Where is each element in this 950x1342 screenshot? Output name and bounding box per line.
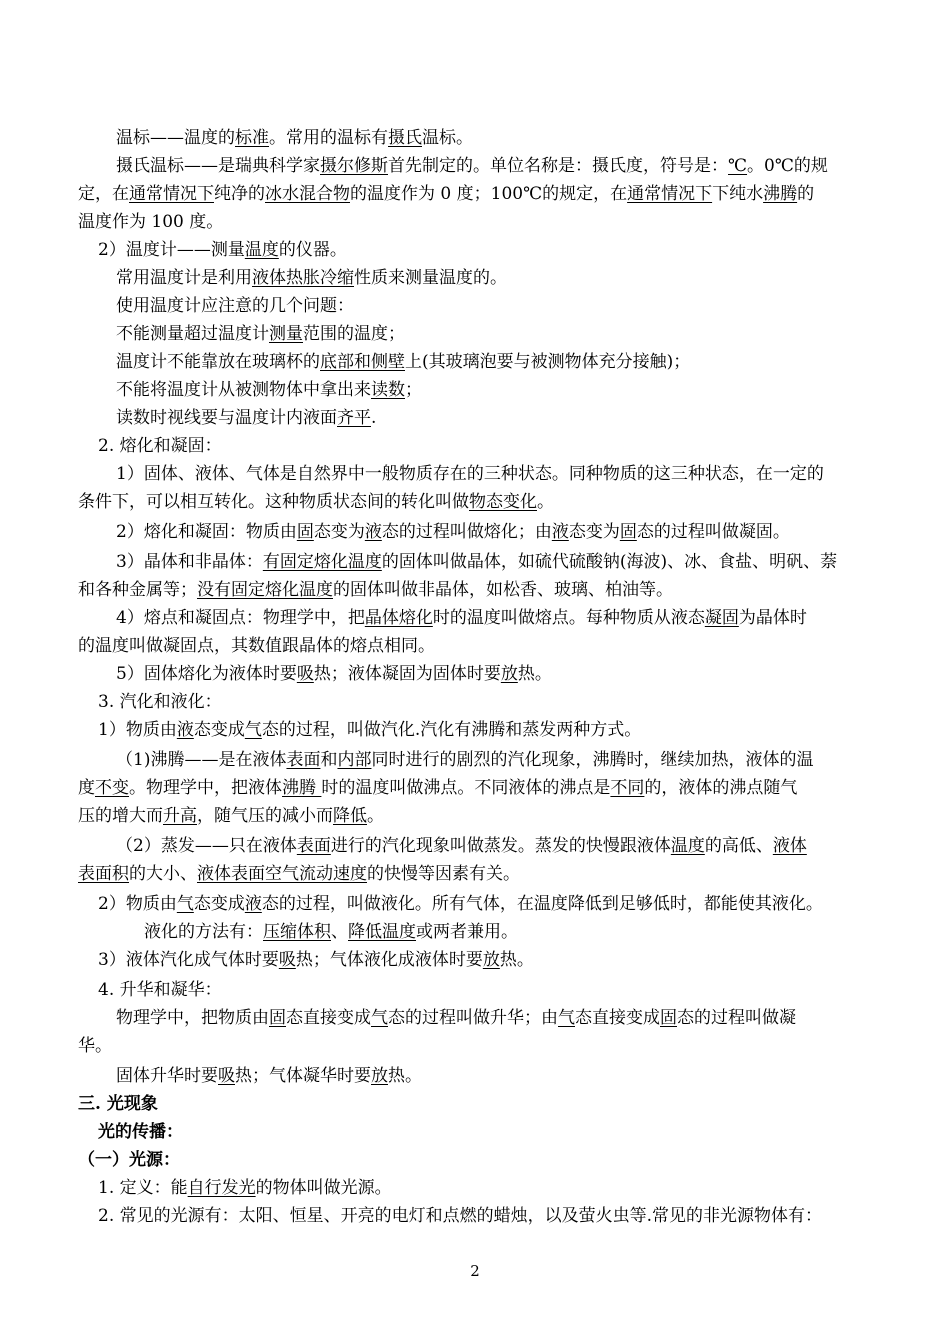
text-span: 态变为 — [568, 522, 620, 542]
text-span: 热；气体液化成液体时要 — [295, 950, 483, 970]
underlined-term: 通常情况下 — [627, 184, 713, 204]
text-line — [78, 212, 223, 232]
text-line — [116, 408, 376, 428]
underlined-term: 放 — [500, 664, 518, 684]
text-span: 热；气体凝华时要 — [235, 1066, 371, 1086]
text-span: 的固体叫做非晶体，如松香、玻璃、柏油等。 — [333, 580, 673, 600]
text-span: 热。 — [499, 950, 534, 970]
text-span: 和各种金属等； — [78, 580, 197, 600]
underlined-term: 温度 — [670, 836, 705, 856]
text-line — [98, 1178, 392, 1198]
text-line — [98, 436, 222, 456]
underlined-term: 底部和侧壁 — [320, 352, 405, 372]
text-line — [98, 1206, 822, 1226]
underlined-term: 齐平 — [337, 408, 371, 428]
text-span: 下纯水 — [712, 184, 764, 204]
text-span: 或两者兼用。 — [416, 922, 518, 942]
underlined-term: 固 — [269, 1008, 286, 1028]
text-line — [78, 492, 554, 512]
text-line — [116, 268, 507, 288]
underlined-term: 固 — [296, 522, 314, 542]
text-span: 的 — [797, 184, 815, 204]
underlined-term: 沸腾 — [282, 778, 322, 798]
text-span: 温度计不能靠放在玻璃杯的 — [116, 352, 320, 372]
underlined-term: 不变 — [95, 778, 129, 798]
text-span: 液化的方法有： — [144, 922, 263, 942]
text-span: 度 — [78, 778, 95, 798]
text-line — [78, 778, 797, 798]
text-span: 热。 — [517, 664, 552, 684]
text-span: 首先制定的。单位名称是：摄氏度，符号是： — [388, 156, 728, 176]
text-line — [78, 1150, 180, 1170]
text-span: 、 — [331, 922, 348, 942]
underlined-term: 冰水混合物 — [265, 184, 350, 204]
text-line — [116, 1008, 796, 1028]
underlined-term: 放 — [482, 950, 500, 970]
underlined-term: 不同 — [610, 778, 645, 798]
text-span: 进行的汽化现象叫做蒸发。蒸发的快慢跟液体 — [330, 836, 671, 856]
text-span: 态的过程叫做凝 — [677, 1008, 796, 1028]
text-span: 2. 常见的光源有：太阳、恒星、开亮的电灯和点燃的蜡烛，以及萤火虫等.常见的非光源物体有： — [98, 1206, 823, 1226]
text-span: 压的增大而 — [78, 806, 163, 826]
text-span: 3. 汽化和液化： — [98, 692, 222, 712]
text-line — [98, 894, 823, 914]
text-span: 。物理学中，把液体 — [129, 778, 282, 798]
text-span: 态变成 — [193, 720, 245, 740]
text-line — [116, 836, 807, 856]
text-span: 。 — [537, 492, 554, 512]
text-line — [116, 380, 422, 400]
text-span: 摄氏温标——是瑞典科学家 — [116, 156, 320, 176]
underlined-term: 内部 — [337, 750, 372, 770]
text-line — [78, 636, 435, 656]
underlined-term: 物态变化 — [469, 492, 537, 512]
text-span: ，随气压的减小而 — [197, 806, 333, 826]
text-span: 温标。 — [422, 128, 473, 148]
text-span: 上(其玻璃泡要与被测物体充分接触)； — [405, 352, 691, 372]
text-span: 3）液体汽化成气体时要 — [98, 950, 279, 970]
underlined-term: ℃ — [728, 156, 748, 176]
underlined-term: 通常情况下 — [129, 184, 214, 204]
text-line — [98, 980, 222, 1000]
text-line — [116, 324, 405, 344]
underlined-term: 晶体熔化 — [364, 608, 433, 628]
text-span: 三. 光现象 — [78, 1094, 158, 1114]
text-line — [116, 128, 473, 148]
underlined-term: 放 — [371, 1066, 388, 1086]
underlined-term: 升高 — [163, 806, 197, 826]
underlined-term: 液 — [551, 522, 569, 542]
text-span: 的大小、 — [129, 864, 197, 884]
text-span: 条件下，可以相互转化。这种物质状态间的转化叫做 — [78, 492, 469, 512]
text-span: 。 — [367, 806, 384, 826]
text-span: 热；液体凝固为固体时要 — [313, 664, 501, 684]
text-line — [98, 240, 347, 260]
text-span: 纯净的 — [214, 184, 265, 204]
text-line — [116, 608, 807, 628]
text-span: . — [371, 408, 377, 428]
text-line — [116, 464, 824, 484]
text-span: 不能将温度计从被测物体中拿出来 — [116, 380, 371, 400]
text-span: 态直接变成 — [575, 1008, 660, 1028]
text-line — [78, 1036, 112, 1056]
text-span: 和 — [320, 750, 338, 770]
text-span: 3）晶体和非晶体： — [116, 552, 263, 572]
text-span: 4）熔点和凝固点：物理学中，把 — [116, 608, 365, 628]
underlined-term: 表面积 — [78, 864, 129, 884]
underlined-term: 沸腾 — [763, 184, 798, 204]
text-span: 固体升华时要 — [116, 1066, 218, 1086]
text-span: 为晶体时 — [738, 608, 807, 628]
underlined-term: 读数 — [371, 380, 405, 400]
underlined-term: 标准 — [235, 128, 269, 148]
text-span: 光的传播： — [98, 1122, 183, 1142]
underlined-term: 气 — [558, 1008, 575, 1028]
text-line — [116, 1066, 422, 1086]
underlined-term: 表面 — [286, 750, 321, 770]
text-span: 5）固体熔化为液体时要 — [116, 664, 297, 684]
text-span: 的快慢等因素有关。 — [367, 864, 520, 884]
underlined-term: 降低 — [333, 806, 367, 826]
text-span: 使用温度计应注意的几个问题： — [116, 296, 354, 316]
text-line — [116, 750, 813, 770]
underlined-term: 压缩体积 — [263, 922, 331, 942]
text-span: 态的过程，叫做汽化.汽化有沸腾和蒸发两种方式。 — [261, 720, 642, 740]
text-line — [98, 692, 222, 712]
text-span: 的温度叫做凝固点，其数值跟晶体的熔点相同。 — [78, 636, 435, 656]
underlined-term: 自行发光 — [187, 1178, 256, 1198]
text-span: 1）固体、液体、气体是自然界中一般物质存在的三种状态。同种物质的这三种状态，在一定的 — [116, 464, 824, 484]
text-span: 2）温度计——测量 — [98, 240, 245, 260]
underlined-term: 液体 — [772, 836, 807, 856]
text-span: 。0℃的规 — [747, 156, 828, 176]
underlined-term: 降低温度 — [348, 922, 416, 942]
text-span: 态的过程，叫做液化。所有气体，在温度降低到足够低时，都能使其液化。 — [261, 894, 823, 914]
text-line — [116, 156, 828, 176]
text-span: 态变成 — [193, 894, 245, 914]
text-span: 的，液体的沸点随气 — [644, 778, 798, 798]
text-span: 时的温度叫做熔点。每种物质从液态 — [432, 608, 705, 628]
underlined-term: 温度 — [244, 240, 279, 260]
text-span: 态的过程叫做凝固。 — [636, 522, 790, 542]
underlined-term: 气 — [244, 720, 262, 740]
underlined-term: 测量 — [269, 324, 303, 344]
text-span: （2）蒸发——只在液体 — [116, 836, 297, 856]
text-span: 4. 升华和凝华： — [98, 980, 222, 1000]
text-span: （1)沸腾——是在液体 — [116, 750, 287, 770]
text-span: 的高低、 — [704, 836, 773, 856]
text-span: 华。 — [78, 1036, 112, 1056]
text-span: 2）熔化和凝固：物质由 — [116, 522, 297, 542]
underlined-term: 吸 — [278, 950, 296, 970]
text-line — [116, 664, 552, 684]
text-span: 范围的温度； — [303, 324, 405, 344]
underlined-term: 有固定熔化温度 — [262, 552, 382, 572]
text-span: 热。 — [388, 1066, 422, 1086]
underlined-term: 液 — [244, 894, 262, 914]
text-line — [78, 806, 384, 826]
text-line — [98, 1122, 183, 1142]
underlined-term: 吸 — [296, 664, 314, 684]
text-line — [98, 720, 641, 740]
text-span: 的仪器。 — [278, 240, 347, 260]
text-line — [78, 1094, 158, 1114]
text-span: 常用温度计是利用 — [116, 268, 252, 288]
text-line — [116, 296, 354, 316]
underlined-term: 液 — [364, 522, 382, 542]
text-line — [116, 522, 790, 542]
text-span: 温度作为 100 度。 — [78, 212, 224, 232]
text-span: 1. 定义：能 — [98, 1178, 188, 1198]
text-span: 温标——温度的 — [116, 128, 235, 148]
underlined-term: 固 — [660, 1008, 677, 1028]
underlined-term: 表面 — [296, 836, 331, 856]
underlined-term: 液体热胀冷缩 — [252, 268, 354, 288]
text-line — [98, 950, 534, 970]
text-span: 不能测量超过温度计 — [116, 324, 269, 344]
underlined-term: 气 — [176, 894, 194, 914]
underlined-term: 摄氏 — [388, 128, 422, 148]
text-line — [144, 922, 518, 942]
text-line — [78, 864, 520, 884]
text-span: 态的过程叫做熔化；由 — [381, 522, 552, 542]
text-span: 定，在 — [78, 184, 129, 204]
text-line — [78, 184, 814, 204]
page-number: 2 — [470, 1262, 480, 1280]
underlined-term: 没有固定熔化温度 — [197, 580, 333, 600]
text-line — [116, 352, 690, 372]
underlined-term: 液 — [176, 720, 194, 740]
text-span: ； — [405, 380, 422, 400]
text-span: （一）光源： — [78, 1150, 180, 1170]
underlined-term: 液体表面空气流动速度 — [197, 864, 367, 884]
underlined-term: 固 — [619, 522, 637, 542]
text-line — [116, 552, 837, 572]
text-span: 1）物质由 — [98, 720, 177, 740]
text-span: 的固体叫做晶体，如硫代硫酸钠(海波)、冰、食盐、明矾、萘 — [381, 552, 838, 572]
underlined-term: 气 — [371, 1008, 388, 1028]
text-span: 的物体叫做光源。 — [255, 1178, 392, 1198]
text-span: 2. 熔化和凝固： — [98, 436, 222, 456]
underlined-term: 吸 — [218, 1066, 235, 1086]
text-span: 2）物质由 — [98, 894, 177, 914]
text-span: 态变为 — [313, 522, 365, 542]
text-span: 的温度作为 0 度；100℃的规定，在 — [350, 184, 628, 204]
text-span: 态的过程叫做升华；由 — [388, 1008, 558, 1028]
text-span: 读数时视线要与温度计内液面 — [116, 408, 337, 428]
underlined-term: 摄尔修斯 — [320, 156, 388, 176]
text-span: 性质来测量温度的。 — [354, 268, 507, 288]
text-span: 物理学中，把物质由 — [116, 1008, 269, 1028]
underlined-term: 凝固 — [704, 608, 739, 628]
text-span: 时的温度叫做沸点。不同液体的沸点是 — [321, 778, 611, 798]
text-span: 。常用的温标有 — [269, 128, 388, 148]
text-span: 态直接变成 — [286, 1008, 371, 1028]
text-span: 同时进行的剧烈的汽化现象，沸腾时，继续加热，液体的温 — [371, 750, 814, 770]
text-line — [78, 580, 673, 600]
